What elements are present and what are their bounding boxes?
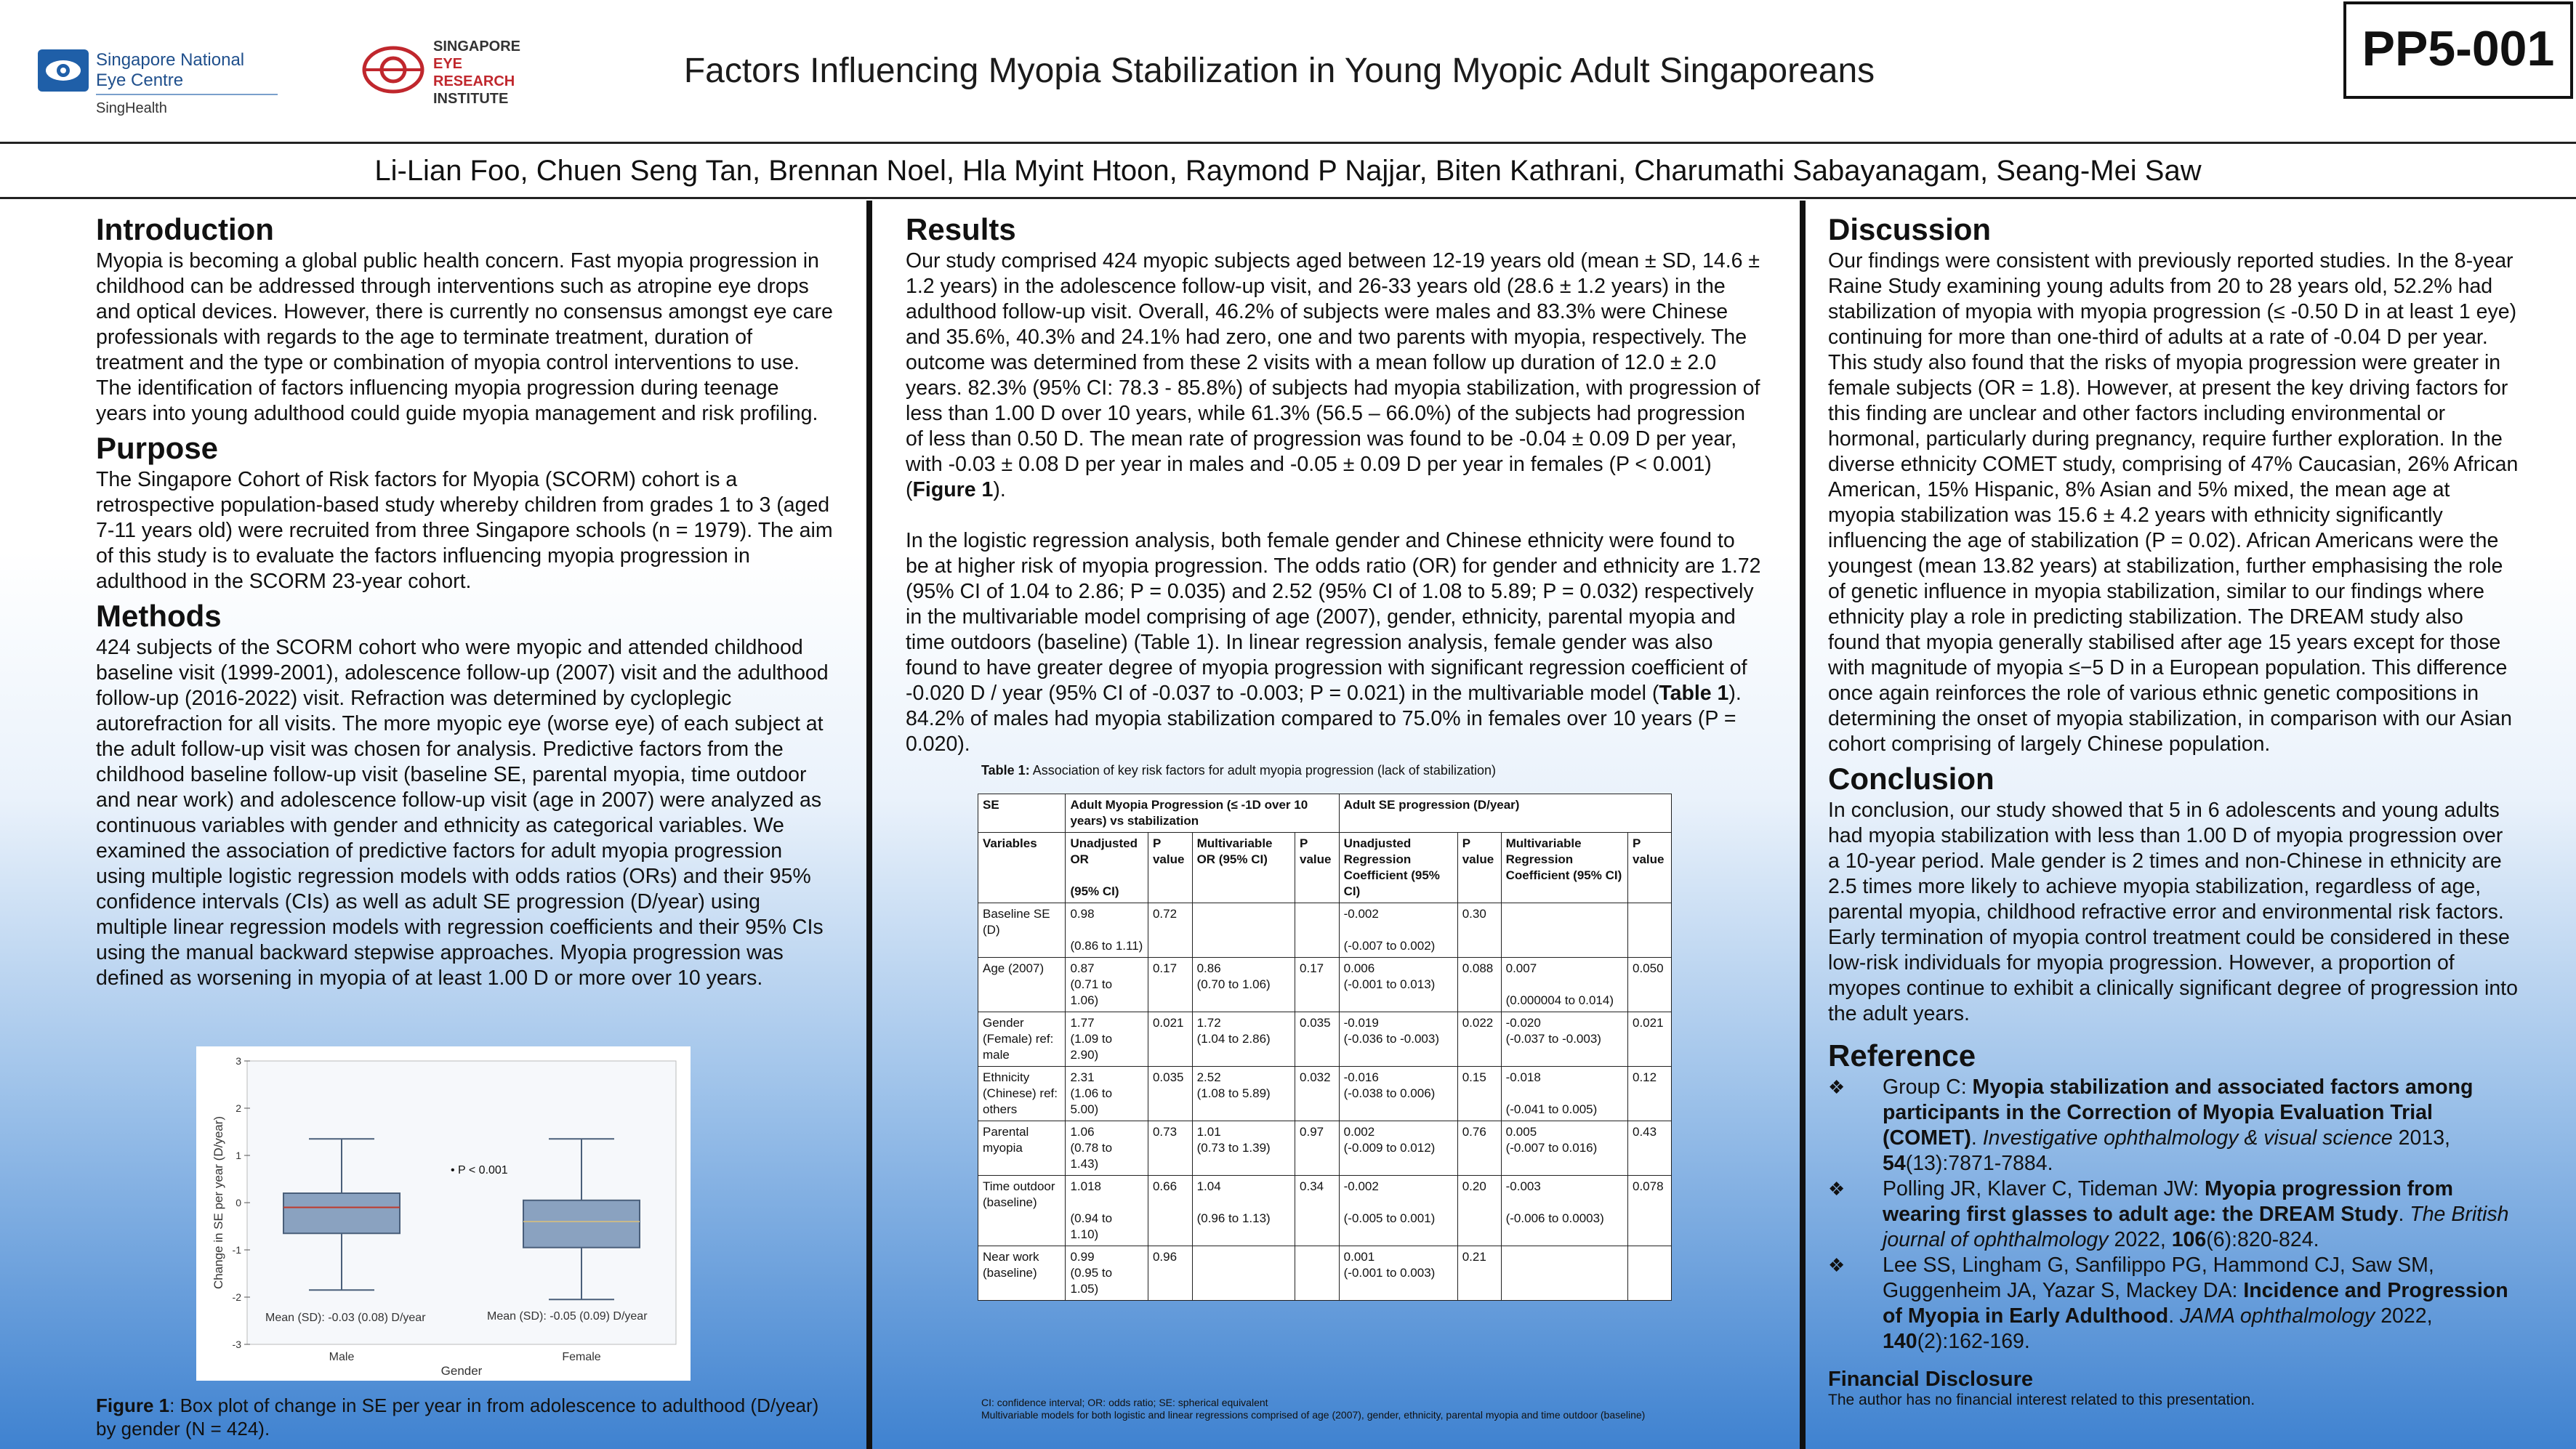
table-cell: -0.016 (-0.038 to 0.006) bbox=[1339, 1067, 1457, 1121]
table-header-cell: Unadjusted OR (95% CI) bbox=[1066, 833, 1148, 903]
table-cell: 1.018 (0.94 to 1.10) bbox=[1066, 1176, 1148, 1246]
table-cell: 1.06 (0.78 to 1.43) bbox=[1066, 1121, 1148, 1176]
y-tick-label: 2 bbox=[236, 1102, 241, 1114]
table-header-cell: Multivariable OR (95% CI) bbox=[1192, 833, 1295, 903]
table-cell: 0.34 bbox=[1295, 1176, 1340, 1246]
table-cell bbox=[1192, 903, 1295, 958]
table-cell bbox=[1628, 1246, 1672, 1301]
table-row bbox=[978, 1012, 1672, 1067]
discussion-heading: Discussion bbox=[1828, 212, 1992, 246]
table-cell: 0.66 bbox=[1148, 1176, 1192, 1246]
reference-item: ❖ Polling JR, Klaver C, Tideman JW: Myopia progression from wearing first glasses to adult age: the DREAM Study. The British journal of ophthalmology 2022, 106(6):820-824. bbox=[1828, 1177, 2509, 1251]
diamond-bullet-icon: ❖ bbox=[1828, 1254, 1846, 1276]
table-header-cell: Multivariable Regression Coefficient (95% CI) bbox=[1501, 833, 1627, 903]
table-cell: 0.87 (0.71 to 1.06) bbox=[1066, 958, 1148, 1012]
table-cell: -0.003 (-0.006 to 0.0003) bbox=[1501, 1176, 1627, 1246]
table-cell: 0.022 bbox=[1457, 1012, 1501, 1067]
table-cell bbox=[1295, 1246, 1340, 1301]
y-tick-label: -1 bbox=[232, 1244, 241, 1256]
y-tick-label: 3 bbox=[236, 1055, 241, 1067]
table-cell: 0.30 bbox=[1457, 903, 1501, 958]
column-divider-right bbox=[1800, 201, 1806, 1449]
table-header-cell: P value bbox=[1148, 833, 1192, 903]
column-left bbox=[96, 208, 834, 991]
table-header-cell: P value bbox=[1295, 833, 1340, 903]
table-column-header bbox=[978, 833, 1672, 903]
table-row bbox=[978, 1067, 1672, 1121]
diamond-bullet-icon: ❖ bbox=[1828, 1076, 1846, 1098]
table-cell bbox=[1501, 1246, 1627, 1301]
table-header-cell: P value bbox=[1457, 833, 1501, 903]
table-row bbox=[978, 1176, 1672, 1246]
table-cell: Baseline SE (D) bbox=[978, 903, 1066, 958]
snec-logo-icon bbox=[38, 44, 285, 124]
column-middle bbox=[906, 208, 1763, 757]
diamond-bullet-icon: ❖ bbox=[1828, 1178, 1846, 1200]
boxplot-p-annotation: • P < 0.001 bbox=[451, 1164, 508, 1176]
table-cell: 0.17 bbox=[1148, 958, 1192, 1012]
reference-list bbox=[1828, 1075, 2519, 1355]
table-cell: 0.17 bbox=[1295, 958, 1340, 1012]
conclusion-text: In conclusion, our study showed that 5 in 6 adolescents and young adults had myopia stabilization with less than 1.00 D of myopia progression over a 10-year period. Male gender is 2 times and non-Chinese in ethnicity are 2.5 times more likely to achieve myopia stabilization, regardless of age, parental myopia, childhood refractive error and environmental risk factors. Early termination of myopia control treatment could be considered in these low-risk individuals for myopia progression. However, a proportion of myopes continue to exhibit a clinically significant degree of progression into the adult years. bbox=[1828, 799, 2518, 1025]
table-cell: -0.002 (-0.007 to 0.002) bbox=[1339, 903, 1457, 958]
table-1 bbox=[978, 794, 1672, 1301]
figure-1-caption-label: Figure 1 bbox=[96, 1394, 170, 1416]
table-row bbox=[978, 958, 1672, 1012]
table-cell: 0.021 bbox=[1628, 1012, 1672, 1067]
poster-title: Factors Influencing Myopia Stabilization in Young Myopic Adult Singaporeans bbox=[683, 52, 1875, 90]
figure-1-caption bbox=[96, 1394, 834, 1440]
table-cell: 1.04 (0.96 to 1.13) bbox=[1192, 1176, 1295, 1246]
table-cell: 1.01 (0.73 to 1.39) bbox=[1192, 1121, 1295, 1176]
table-group-se: SE bbox=[978, 794, 1066, 833]
introduction-text: Myopia is becoming a global public health concern. Fast myopia progression in childhood can be addressed through interventions such as atropine eye drops and optical devices. However, there is currently no consensus amongst eye care professionals with regards to the age to terminate treatment, duration of treatment and the type or combination of myopia control interventions to use. The identification of factors influencing myopia progression during teenage years into young adulthood could guide myopia management and risk profiling. bbox=[96, 249, 833, 425]
table-cell: Age (2007) bbox=[978, 958, 1066, 1012]
table-1-caption-label: Table 1: bbox=[981, 763, 1030, 778]
figure-1-boxplot bbox=[196, 1046, 691, 1381]
purpose-heading: Purpose bbox=[96, 431, 219, 465]
purpose-text: The Singapore Cohort of Risk factors for Myopia (SCORM) cohort is a retrospective population-based study whereby children from grades 1 to 3 (aged 7-11 years old) were recruited from three Singapore schools (n = 1979). The aim of this study is to evaluate the factors influencing myopia progression in adulthood in the SCORM 23-year cohort. bbox=[96, 468, 833, 593]
column-divider-left bbox=[866, 201, 872, 1449]
table-cell bbox=[1628, 903, 1672, 958]
table-cell: -0.018 (-0.041 to 0.005) bbox=[1501, 1067, 1627, 1121]
y-tick-label: 0 bbox=[236, 1197, 241, 1208]
table-1-note-abbrev: CI: confidence interval; OR: odds ratio; SE: spherical equivalent bbox=[981, 1397, 1268, 1408]
table-cell: 2.52 (1.08 to 5.89) bbox=[1192, 1067, 1295, 1121]
results-heading: Results bbox=[906, 212, 1016, 246]
poster-header bbox=[0, 0, 2576, 144]
box-iqr-female bbox=[523, 1200, 640, 1248]
table-cell: 0.43 bbox=[1628, 1121, 1672, 1176]
table-cell: 0.035 bbox=[1295, 1012, 1340, 1067]
table-1-notes bbox=[981, 1397, 1744, 1421]
table-cell: -0.002 (-0.005 to 0.001) bbox=[1339, 1176, 1457, 1246]
table-cell: Gender (Female) ref: male bbox=[978, 1012, 1066, 1067]
introduction-heading: Introduction bbox=[96, 212, 274, 246]
x-category-label: Male bbox=[329, 1351, 355, 1363]
financial-disclosure-heading: Financial Disclosure bbox=[1828, 1368, 2034, 1391]
reference-item: ❖ Group C: Myopia stabilization and associated factors among participants in the Correction of Myopia Evaluation Trial (COMET). Investigative ophthalmology & visual science 2013, 54(13):7871-7884. bbox=[1828, 1075, 2474, 1175]
column-right bbox=[1828, 208, 2519, 1409]
boxplot-y-label: Change in SE per year (D/year) bbox=[212, 1115, 225, 1290]
figure-1-caption-text: : Box plot of change in SE per year in from adolescence to adulthood (D/year) by gender (N = 424). bbox=[96, 1394, 819, 1440]
table-cell: 1.77 (1.09 to 2.90) bbox=[1066, 1012, 1148, 1067]
table-1-caption-text: Association of key risk factors for adult myopia progression (lack of stabilization) bbox=[1029, 763, 1496, 778]
table-group-logistic: Adult Myopia Progression (≤ -1D over 10 years) vs stabilization bbox=[1066, 794, 1339, 833]
table-row bbox=[978, 1121, 1672, 1176]
table-cell: 0.97 bbox=[1295, 1121, 1340, 1176]
seri-logo-line3: RESEARCH bbox=[433, 73, 515, 89]
table-cell: Parental myopia bbox=[978, 1121, 1066, 1176]
table-cell: 0.96 bbox=[1148, 1246, 1192, 1301]
table-cell: Time outdoor (baseline) bbox=[978, 1176, 1066, 1246]
table-cell: 0.002 (-0.009 to 0.012) bbox=[1339, 1121, 1457, 1176]
table-cell bbox=[1295, 903, 1340, 958]
table-cell: 0.078 bbox=[1628, 1176, 1672, 1246]
table-cell: Near work (baseline) bbox=[978, 1246, 1066, 1301]
snec-logo-line2: Eye Centre bbox=[96, 70, 184, 90]
table-cell: 0.032 bbox=[1295, 1067, 1340, 1121]
table-header-cell: P value bbox=[1628, 833, 1672, 903]
boxplot-chart bbox=[196, 1046, 691, 1381]
table-cell: 0.99 (0.95 to 1.05) bbox=[1066, 1246, 1148, 1301]
authors-list: Li-Lian Foo, Chuen Seng Tan, Brennan Noel, Hla Myint Htoon, Raymond P Najjar, Biten Kathrani, Charumathi Sabayanagam, Seang-Mei Saw bbox=[0, 144, 2576, 199]
reference-item: ❖ Lee SS, Lingham G, Sanfilippo PG, Hammond CJ, Saw SM, Guggenheim JA, Yazar S, Mackey DA: Incidence and Progression of Myopia in Early Adulthood. JAMA ophthalmology 2022, 140(2):162-169. bbox=[1828, 1254, 2508, 1353]
table-cell: 0.021 bbox=[1148, 1012, 1192, 1067]
snec-logo-line3: SingHealth bbox=[96, 100, 167, 116]
seri-logo-line1: SINGAPORE bbox=[433, 39, 521, 55]
table-header-cell: Unadjusted Regression Coefficient (95% CI) bbox=[1339, 833, 1457, 903]
snec-logo-line1: Singapore National bbox=[96, 50, 245, 70]
methods-heading: Methods bbox=[96, 599, 222, 633]
y-tick-label: -2 bbox=[232, 1291, 241, 1303]
table-cell: 0.72 bbox=[1148, 903, 1192, 958]
table-cell: 1.72 (1.04 to 2.86) bbox=[1192, 1012, 1295, 1067]
table-cell: 0.98 (0.86 to 1.11) bbox=[1066, 903, 1148, 958]
seri-logo-icon bbox=[361, 35, 550, 108]
y-tick-label: 1 bbox=[236, 1150, 241, 1161]
seri-logo-line4: INSTITUTE bbox=[433, 91, 509, 107]
table-cell: 0.86 (0.70 to 1.06) bbox=[1192, 958, 1295, 1012]
conclusion-heading: Conclusion bbox=[1828, 762, 1995, 796]
table-cell: 0.006 (-0.001 to 0.013) bbox=[1339, 958, 1457, 1012]
table-cell: -0.019 (-0.036 to -0.003) bbox=[1339, 1012, 1457, 1067]
table-cell: 2.31 (1.06 to 5.00) bbox=[1066, 1067, 1148, 1121]
table-cell: 0.088 bbox=[1457, 958, 1501, 1012]
table-cell: 0.035 bbox=[1148, 1067, 1192, 1121]
boxplot-mean-female: Mean (SD): -0.05 (0.09) D/year bbox=[487, 1310, 648, 1323]
table-row bbox=[978, 1246, 1672, 1301]
poster-id-badge: PP5-001 bbox=[2343, 1, 2573, 99]
table-cell: 0.76 bbox=[1457, 1121, 1501, 1176]
results-para-2: In the logistic regression analysis, both female gender and Chinese ethnicity were found to be at higher risk of myopia progression. The odds ratio (OR) for gender and ethnicity are 1.72 (95% CI of 1.04 to 2.86; P = 0.035) and 2.52 (95% CI of 1.08 to 5.89; P = 0.032) respectively in the multivariable model comprising of age (2007), gender, ethnicity, parental myopia and time outdoors (baseline) (Table 1). In linear regression analysis, female gender was also found to have greater degree of myopia progression with significant regression coefficient of -0.020 D / year (95% CI of -0.037 to -0.003; P = 0.021) in the multivariable model (Table 1). 84.2% of males had myopia stabilization compared to 75.0% in females over 10 years (P = 0.020). bbox=[906, 529, 1761, 756]
table-header-cell: Variables bbox=[978, 833, 1066, 903]
y-tick-label: -3 bbox=[232, 1339, 241, 1350]
table-cell: 0.15 bbox=[1457, 1067, 1501, 1121]
results-para-1: Our study comprised 424 myopic subjects aged between 12-19 years old (mean ± SD, 14.6 ± 1.2 years) in the adolescence follow-up visit, and 26-33 years old (28.6 ± 1.2 years) in the adulthood follow-up visit. Overall, 46.2% of subjects were males and 83.3% were Chinese and 35.6%, 40.3% and 24.1% had zero, one and two parents with myopia, respectively. The outcome was determined from these 2 visits with a mean follow up duration of 12.0 ± 2.0 years. 82.3% (95% CI: 78.3 - 85.8%) of subjects had myopia stabilization, with progression of less than 1.00 D over 10 years, while 61.3% (56.5 – 66.0%) of the subjects had progression of less than 0.50 D. The mean rate of progression was found to be -0.04 ± 0.09 D per year, with -0.03 ± 0.08 D per year in males and -0.05 ± 0.09 D per year in females (P < 0.001) (Figure 1). bbox=[906, 249, 1760, 501]
table-cell: 0.005 (-0.007 to 0.016) bbox=[1501, 1121, 1627, 1176]
box-iqr-male bbox=[283, 1193, 400, 1233]
table-cell: 0.007 (0.000004 to 0.014) bbox=[1501, 958, 1627, 1012]
seri-logo-line2: EYE bbox=[433, 56, 463, 72]
table-cell bbox=[1192, 1246, 1295, 1301]
table-cell: 0.73 bbox=[1148, 1121, 1192, 1176]
table-cell bbox=[1501, 903, 1627, 958]
table-cell: 0.001 (-0.001 to 0.003) bbox=[1339, 1246, 1457, 1301]
financial-disclosure-text: The author has no financial interest related to this presentation. bbox=[1828, 1392, 2255, 1408]
table-1-note-models: Multivariable models for both logistic and linear regressions comprised of age (2007), gender, ethnicity, parental myopia and time outdoor (baseline) bbox=[981, 1409, 1646, 1421]
reference-heading: Reference bbox=[1828, 1038, 1976, 1073]
discussion-text: Our findings were consistent with previously reported studies. In the 8-year Raine Study examining young adults from 20 to 28 years old, 52.2% had stabilization of myopia with myopia progression (≤ -0.50 D in at least 1 eye) continuing for more than one-third of adults at a rate of -0.04 D per year. This study also found that the risks of myopia progression were greater in female subjects (OR = 1.8). However, at present the key driving factors for this finding are unclear and other factors including environmental or hormonal, particularly during pregnancy, require further exploration. In the diverse ethnicity COMET study, comprising of 47% Caucasian, 26% African American, 15% Hispanic, 8% Asian and 5% mixed, the mean age at myopia stabilization was 15.6 ± 4.2 years with ethnicity significantly influencing the age of stabilization (P = 0.02). African Americans were the youngest (mean 13.82 years) at stabilization, further emphasising the role of genetic influence in myopia stabilization, similar to our findings where ethnicity play a role in predicting stabilization. The DREAM study also found that myopia generally stabilised after age 15 years except for those with magnitude of myopia ≤−5 D in a European population. This difference once again reinforces the role of various ethnic genetic compositions in determining the onset of myopia stabilization, in comparison with our Asian cohort comprising of largely Chinese population. bbox=[1828, 249, 2519, 756]
x-category-label: Female bbox=[562, 1351, 601, 1363]
boxplot-mean-male: Mean (SD): -0.03 (0.08) D/year bbox=[265, 1312, 426, 1324]
table-cell: 0.050 bbox=[1628, 958, 1672, 1012]
table-group-header bbox=[978, 794, 1672, 833]
boxplot-x-label: Gender bbox=[440, 1364, 483, 1378]
table-cell: -0.020 (-0.037 to -0.003) bbox=[1501, 1012, 1627, 1067]
table-cell: 0.12 bbox=[1628, 1067, 1672, 1121]
table-1-caption bbox=[981, 763, 1496, 778]
table-cell: Ethnicity (Chinese) ref: others bbox=[978, 1067, 1066, 1121]
table-group-linear: Adult SE progression (D/year) bbox=[1339, 794, 1671, 833]
table-cell: 0.20 bbox=[1457, 1176, 1501, 1246]
methods-text: 424 subjects of the SCORM cohort who were myopic and attended childhood baseline visit (1999-2001), adolescence follow-up (2007) visit and the adulthood follow-up (2016-2022) visit. Refraction was determined by cycloplegic autorefraction for all visits. The more myopic eye (worse eye) of each subject at the adult follow-up visit was chosen for analysis. Predictive factors from the childhood baseline follow-up visit (baseline SE, parental myopia, time outdoor and near work) and adolescence follow-up visit (age in 2007) were analyzed as continuous variables with gender and ethnicity as categorical variables. We examined the association of predictive factors for adult myopia progression using multiple logistic regression models with odds ratios (ORs) and their 95% confidence intervals (CIs) as well as adult SE progression (D/year) using multiple linear regression models with regression coefficients and their 95% CIs using the manual backward stepwise approaches. Myopia progression was defined as worsening in myopia of at least 1.00 D or more over 10 years. bbox=[96, 636, 829, 990]
table-row bbox=[978, 903, 1672, 958]
table-cell: 0.21 bbox=[1457, 1246, 1501, 1301]
